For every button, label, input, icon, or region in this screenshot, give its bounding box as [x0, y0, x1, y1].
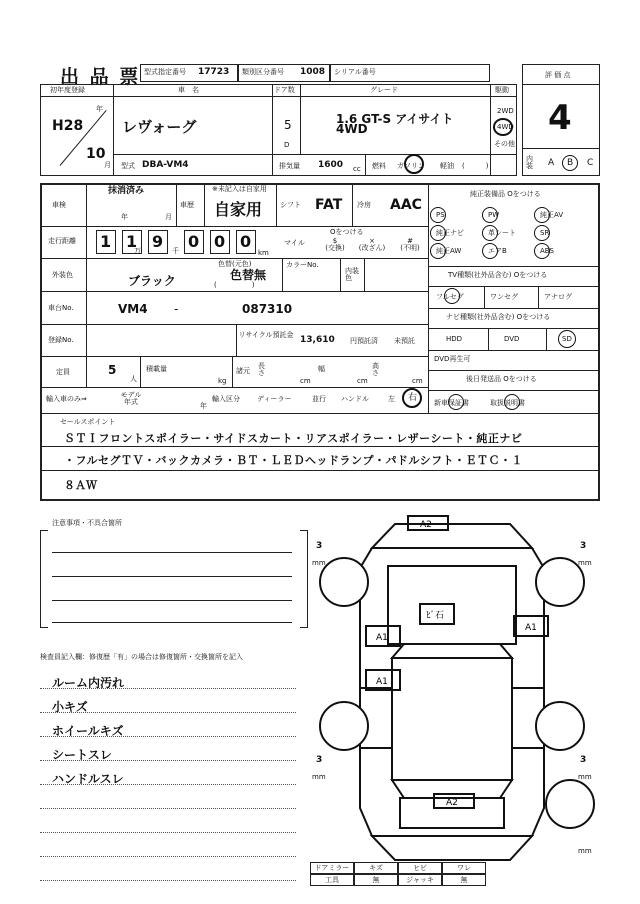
fuel-gasoline: ガソリン	[397, 162, 425, 170]
ac-value: AAC	[390, 197, 422, 213]
equipment-item: 革シート	[488, 229, 516, 237]
chassis-label: 車台No.	[48, 304, 74, 312]
odometer-digit: 0	[188, 232, 200, 251]
odometer-digit: 1	[126, 232, 138, 251]
navi-option: SD	[562, 335, 572, 343]
equipment-circle	[482, 225, 498, 241]
use-label: 車歴	[180, 201, 194, 209]
inspector-note: 小キズ	[52, 700, 88, 714]
color-orig-label: 色替(元色)	[218, 260, 252, 268]
fuel-circle	[404, 154, 424, 174]
grade-label: グレード	[370, 86, 398, 94]
windshield	[392, 644, 512, 658]
equipment-item: 純正AW	[436, 247, 462, 255]
score-label: 評 価 点	[545, 71, 571, 79]
front-bumper	[372, 524, 532, 548]
import-class-label: 輸入区分	[212, 395, 240, 403]
capacity-value: 5	[108, 363, 117, 377]
car-diagram	[300, 508, 610, 880]
sales-line-3: ８ＡＷ	[64, 479, 97, 492]
drive-4wd: 4WD	[497, 123, 514, 131]
import-parallel: 並行	[312, 395, 326, 403]
car-name-label: 車 名	[178, 86, 199, 94]
import-label: 輸入車のみ⇒	[46, 395, 87, 403]
fuel-label: 燃料	[372, 162, 386, 170]
later-warranty: 新車保証書	[434, 399, 469, 407]
navi-option: DVD	[504, 335, 520, 343]
mileage-tamper: × (改ざん)	[358, 237, 386, 252]
mile-label: マイル	[284, 239, 305, 247]
first-reg-era: H28	[52, 118, 84, 134]
doors-label: ドア数	[274, 86, 295, 94]
rear-window	[392, 780, 512, 798]
class-label: 類別区分番号	[242, 68, 284, 76]
color-value: ブラック	[128, 274, 176, 288]
navi-option: HDD	[446, 335, 463, 343]
recycle-label: リサイクル預託金	[238, 331, 294, 339]
interior-grade-c: C	[587, 158, 594, 168]
wheel-rear-left	[320, 702, 368, 750]
use-value: 自家用	[214, 200, 263, 219]
tread-front-right-mm: mm	[578, 559, 592, 567]
equipment-circle	[482, 207, 498, 223]
tools-header: ヒビ	[413, 864, 427, 872]
dim-length-cm: cm	[300, 377, 311, 385]
genuine-label: 純正装備品 Oをつける	[470, 190, 541, 198]
shift-value: FAT	[315, 197, 343, 213]
dim-width-cm: cm	[357, 377, 368, 385]
inspection-label: 車検	[52, 201, 66, 209]
equipment-circle	[534, 243, 550, 259]
type-number: 17723	[198, 67, 230, 77]
cabin	[392, 658, 512, 780]
odometer-digit: 0	[214, 232, 226, 251]
tools-header: ワレ	[457, 864, 471, 872]
inspector-note: ハンドルスレ	[52, 772, 124, 786]
drive-other: その他	[494, 140, 515, 148]
equipment-circle	[534, 225, 550, 241]
tread-rear-right-mm: mm	[578, 773, 592, 781]
first-reg-label: 初年度登録	[50, 86, 85, 94]
equipment-circle	[482, 243, 498, 259]
later-label: 後日発送品 Oをつける	[466, 375, 537, 383]
color-label: 外装色	[52, 271, 73, 279]
recycle-unpaid: 未預託	[394, 337, 415, 345]
odometer-digit: 0	[240, 232, 252, 251]
capacity-label: 定員	[56, 368, 70, 376]
drive-label: 駆動	[495, 86, 509, 94]
drive-2wd: 2WD	[497, 107, 514, 115]
equipment-item: 純正ナビ	[436, 229, 464, 237]
model-year-unit: 年	[200, 402, 207, 410]
model-year-label: モデル年式	[120, 391, 142, 406]
equipment-circle	[430, 243, 446, 259]
handle-label: ハンドル	[341, 395, 369, 403]
capacity-unit: 人	[130, 375, 137, 383]
mileage-unknown: # (不明)	[400, 237, 420, 252]
recycle-amount: 13,610	[300, 335, 335, 345]
load-unit: kg	[218, 377, 227, 385]
chassis-number: 087310	[242, 302, 293, 316]
diagram-a1-right: A1	[525, 623, 537, 633]
door-count: 5	[284, 118, 292, 132]
serial-label: シリアル番号	[334, 68, 376, 76]
shift-label: シフト	[280, 201, 301, 209]
handle-right: 右	[408, 393, 418, 403]
door-d: D	[284, 141, 290, 149]
rear-bumper	[372, 836, 532, 860]
chassis-prefix: VM4	[118, 302, 148, 316]
interior-grade-b: B	[567, 158, 574, 168]
interior-b-circle	[562, 155, 578, 171]
spare-wheel	[546, 780, 594, 828]
caution-label: 注意事項・不具合箇所	[52, 519, 122, 527]
dvd-player-label: DVD再生可	[434, 355, 471, 363]
tv-option: フルセグ	[436, 293, 464, 301]
tread-rear-left: 3	[316, 755, 323, 765]
inspector-note: シートスレ	[52, 748, 112, 762]
mileage-sen: 千	[172, 247, 179, 255]
tv-option: ワンセグ	[490, 293, 518, 301]
fuel-paren: ( )	[462, 162, 489, 170]
sales-line-2: ・フルセグＴＶ・バックカメラ・ＢＴ・ＬＥＤヘッドランプ・パドルシフト・ＥＴＣ・１	[64, 454, 524, 467]
warranty-circle	[448, 394, 464, 410]
tread-front-right: 3	[580, 541, 587, 551]
tv-option: アナログ	[544, 293, 572, 301]
note-line	[40, 832, 296, 833]
note-line	[40, 880, 296, 881]
recycle-paid: 円預託済	[350, 337, 378, 345]
caution-bracket-left	[40, 530, 48, 628]
odometer-digit: 1	[100, 232, 112, 251]
equipment-item: エアB	[488, 247, 507, 255]
car-name: レヴォーグ	[122, 118, 197, 136]
tv-fullseg-circle	[444, 288, 460, 304]
handle-right-circle	[402, 388, 422, 408]
color-no-label: カラーNo.	[286, 261, 319, 269]
import-dealer: ディーラー	[257, 395, 292, 403]
inspection-year: 年	[121, 213, 128, 221]
navi-divider	[488, 328, 489, 350]
equipment-circle	[534, 207, 550, 223]
navi-sd-circle	[558, 330, 576, 348]
inspection-month: 月	[165, 213, 172, 221]
tools-header: ドアミラー	[314, 864, 350, 872]
equipment-item: 純正AV	[540, 211, 564, 219]
color-orig: 色替無	[230, 268, 267, 282]
equipment-item: PS	[436, 211, 445, 219]
tools-value: ジャッキ	[406, 876, 434, 884]
note-line	[40, 856, 296, 857]
grade-name: 1.6 GT-S アイサイト	[336, 112, 454, 126]
tread-rear-right: 3	[580, 755, 587, 765]
equipment-item: SR	[540, 229, 550, 237]
interior-label: 内装	[526, 155, 533, 170]
inspector-note: ルーム内汚れ	[52, 676, 125, 690]
odometer-digit: 9	[152, 232, 164, 251]
mileage-label: 走行距離	[48, 237, 76, 245]
interior-grade-a: A	[548, 158, 555, 168]
equipment-item: ABS	[540, 247, 554, 255]
drive-4wd-circle	[493, 118, 513, 136]
use-note: ※未記入は自家用	[212, 185, 267, 193]
tv-label: TV種類(社外品含む) Oをつける	[448, 271, 548, 279]
tools-value: 工具	[325, 876, 339, 884]
load-label: 積載量	[146, 365, 167, 373]
diagram-a1-left: A1	[376, 633, 388, 643]
tv-divider	[484, 286, 485, 308]
navi-label: ナビ種類(社外品含む) Oをつける	[446, 313, 551, 321]
sales-line-1: ＳＴＩフロントスポイラー・サイドスカート・リアスポイラー・レザーシート・純正ナビ	[64, 432, 523, 445]
tread-front-left-mm: mm	[312, 559, 326, 567]
dim-height-cm: cm	[412, 377, 423, 385]
diagram-a1-lower: A1	[376, 677, 388, 687]
score-value: 4	[548, 98, 572, 138]
displacement-label: 排気量	[279, 162, 300, 170]
dims-label: 諸元	[236, 367, 250, 375]
form-title: 出 品 票	[60, 66, 141, 88]
sales-label: セールスポイント	[60, 418, 116, 426]
tread-rear-left-mm: mm	[312, 773, 326, 781]
tread-spare-mm: mm	[578, 847, 592, 855]
equipment-circle	[430, 225, 446, 241]
grade-drive: 4WD	[336, 122, 368, 136]
inspector-note: ホイールキズ	[52, 724, 124, 738]
wheel-front-right	[536, 558, 584, 606]
type-label: 型式指定番号	[144, 68, 186, 76]
color-paren: ( )	[214, 281, 255, 289]
dim-length: 長さ	[258, 362, 265, 377]
class-number: 1008	[300, 67, 326, 77]
ac-label: 冷房	[357, 201, 371, 209]
displacement: 1600	[318, 160, 344, 170]
month-label: 月	[104, 161, 111, 169]
diagram-a2-bottom: A2	[446, 798, 458, 808]
tread-front-left: 3	[316, 541, 323, 551]
cc-label: cc	[353, 165, 361, 173]
mileage-swap: $ (交換)	[325, 237, 345, 252]
mileage-man: 万	[134, 247, 141, 255]
dim-height: 高さ	[372, 362, 379, 377]
wheel-rear-right	[536, 702, 584, 750]
equipment-circle	[430, 207, 446, 223]
note-line	[40, 808, 296, 809]
handle-left: 左	[388, 395, 395, 403]
interior-color-label: 内装色	[345, 267, 359, 282]
reg-label: 登録No.	[48, 336, 74, 344]
inspector-label: 検査員記入欄：修復歴「有」の場合は修復箇所・交換箇所を記入	[40, 653, 243, 661]
wheel-front-left	[320, 558, 368, 606]
mileage-attach: Oをつける	[330, 228, 364, 236]
dim-width: 幅	[318, 365, 325, 373]
diagram-a2-top: A2	[420, 520, 432, 530]
equipment-item: PW	[488, 211, 500, 219]
first-reg-month: 10	[86, 146, 106, 162]
inspection-value: 抹消済み	[108, 186, 145, 196]
tools-header: キズ	[369, 864, 383, 872]
diagram-stone-chip: ﾋﾞ石	[426, 611, 445, 621]
year-label: 年	[96, 105, 103, 113]
tv-divider	[538, 286, 539, 308]
tools-value: 無	[372, 876, 380, 884]
later-manual: 取扱説明書	[490, 399, 525, 407]
tools-value: 無	[460, 876, 468, 884]
model: DBA-VM4	[142, 160, 189, 170]
navi-divider	[546, 328, 547, 350]
model-label: 型式	[121, 162, 135, 170]
fuel-diesel: 軽油	[440, 162, 454, 170]
mileage-km: km	[258, 249, 269, 257]
manual-circle	[504, 394, 520, 410]
chassis-dash: -	[174, 302, 179, 316]
